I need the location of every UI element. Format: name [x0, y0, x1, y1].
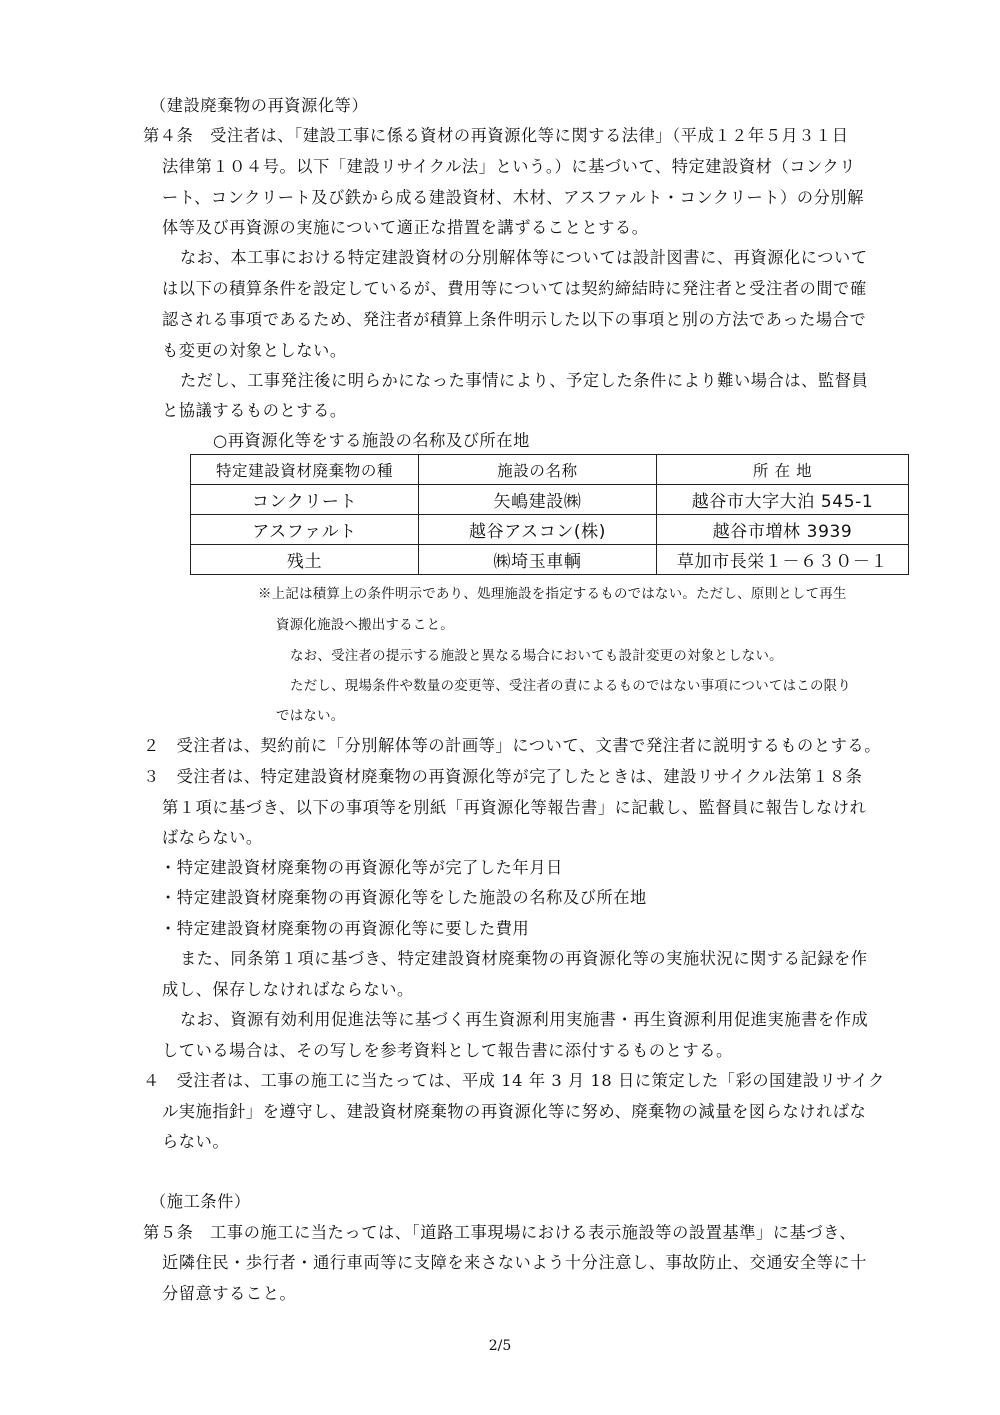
table-cell: 越谷市大字大泊 545-1 — [657, 485, 909, 515]
bullet-item: ・特定建設資材廃棄物の再資源化等が完了した年月日 — [160, 858, 563, 877]
article-4-line: 第４条 受注者は、「建設工事に係る資材の再資源化等に関する法律」（平成１２年５月３１日 — [143, 126, 849, 145]
table-header-row — [191, 455, 909, 485]
article-5-line: 第５条 工事の施工に当たっては、「道路工事現場における表示施設等の設置基準」に基づき、 — [143, 1223, 857, 1242]
article-4-note-line: なお、本工事における特定建設資材の分別解体等については設計図書に、再資源化について — [180, 248, 868, 267]
table-cell: コンクリート — [191, 485, 419, 515]
article-4-line: ート、コンクリート及び鉄から成る建設資材、木材、アスファルト・コンクリート）の分別解 — [162, 188, 864, 207]
table-note-line: なお、受注者の提示する施設と異なる場合においても設計変更の対象としない。 — [290, 649, 783, 664]
facility-caption: ○再資源化等をする施設の名称及び所在地 — [213, 431, 530, 450]
paragraph-3-note-line: している場合は、その写しを参考資料として報告書に添付するものとする。 — [162, 1041, 733, 1060]
table-cell: 越谷市増林 3939 — [657, 515, 909, 545]
article-4-proviso-line: と協議するものとする。 — [162, 401, 347, 420]
table-cell: 残土 — [191, 545, 419, 575]
article-4-line: 法律第１０４号。以下「建設リサイクル法」という。）に基づいて、特定建設資材（コンクリ — [162, 157, 857, 176]
table-cell: ㈱埼玉車輌 — [419, 545, 657, 575]
facility-table — [190, 454, 909, 575]
table-header-cell: 所 在 地 — [657, 455, 909, 485]
table-cell: 草加市長栄１－６３０－１ — [657, 545, 909, 575]
table-cell: アスファルト — [191, 515, 419, 545]
article-4-line: 体等及び再資源の実施について適正な措置を講ずることとする。 — [162, 218, 649, 237]
paragraph-2: ２ 受注者は、契約前に「分別解体等の計画等」について、文書で発注者に説明するものとする。 — [143, 736, 881, 755]
table-row — [191, 545, 909, 575]
bullet-item: ・特定建設資材廃棄物の再資源化等をした施設の名称及び所在地 — [160, 888, 647, 907]
page-number: 2/5 — [488, 1338, 512, 1354]
table-header-cell: 施設の名称 — [419, 455, 657, 485]
paragraph-3-line: ばならない。 — [162, 828, 263, 847]
table-note-line: ではない。 — [276, 709, 345, 724]
paragraph-4-line: ル実施指針」を遵守し、建設資材廃棄物の再資源化等に努め、廃棄物の減量を図らなければな — [162, 1102, 867, 1121]
table-row — [191, 485, 909, 515]
table-cell: 矢嶋建設㈱ — [419, 485, 657, 515]
article-4-note-line: は以下の積算条件を設定しているが、費用等については契約締結時に発注者と受注者の間で確 — [162, 279, 867, 298]
article-4-proviso-line: ただし、工事発注後に明らかになった事情により、予定した条件により難い場合は、監督員 — [180, 371, 869, 390]
article-4-note-line: も変更の対象としない。 — [162, 341, 347, 360]
article-4-note-line: 認される事項であるため、発注者が積算上条件明示した以下の事項と別の方法であった場合で — [162, 310, 867, 329]
paragraph-3-line: ３ 受注者は、特定建設資材廃棄物の再資源化等が完了したときは、建設リサイクル法第１８条 — [143, 767, 863, 786]
paragraph-3-line: 第１項に基づき、以下の事項等を別紙「再資源化等報告書」に記載し、監督員に報告しなけれ — [162, 798, 867, 817]
table-note-line: ただし、現場条件や数量の変更等、受注者の責によるものではない事項についてはこの限り — [290, 679, 852, 694]
paragraph-3-also-line: 成し、保存しなければならない。 — [162, 980, 414, 999]
table-cell: 越谷アスコン(株) — [419, 515, 657, 545]
table-note-line: ※上記は積算上の条件明示であり、処理施設を指定するものではない。ただし、原則として再生 — [258, 587, 847, 602]
paragraph-4-line: らない。 — [162, 1132, 230, 1151]
article-5-line: 分留意すること。 — [162, 1284, 297, 1303]
article-5-line: 近隣住民・歩行者・通行車両等に支障を来さないよう十分注意し、事故防止、交通安全等に十 — [162, 1253, 868, 1272]
table-header-cell: 特定建設資材廃棄物の種 — [191, 455, 419, 485]
bullet-item: ・特定建設資材廃棄物の再資源化等に要した費用 — [160, 919, 530, 938]
section-heading-recycling: （建設廃棄物の再資源化等） — [150, 96, 369, 115]
table-note-line: 資源化施設へ搬出すること。 — [276, 618, 454, 633]
paragraph-4-line: ４ 受注者は、工事の施工に当たっては、平成 14 年 3 月 18 日に策定した「彩の国建設リサイク — [143, 1071, 885, 1090]
table-row — [191, 515, 909, 545]
paragraph-3-also-line: また、同条第１項に基づき、特定建設資材廃棄物の再資源化等の実施状況に関する記録を作 — [180, 949, 868, 968]
section-heading-construction: （施工条件） — [150, 1192, 251, 1211]
paragraph-3-note-line: なお、資源有効利用促進法等に基づく再生資源利用実施書・再生資源利用促進実施書を作成 — [180, 1010, 869, 1029]
